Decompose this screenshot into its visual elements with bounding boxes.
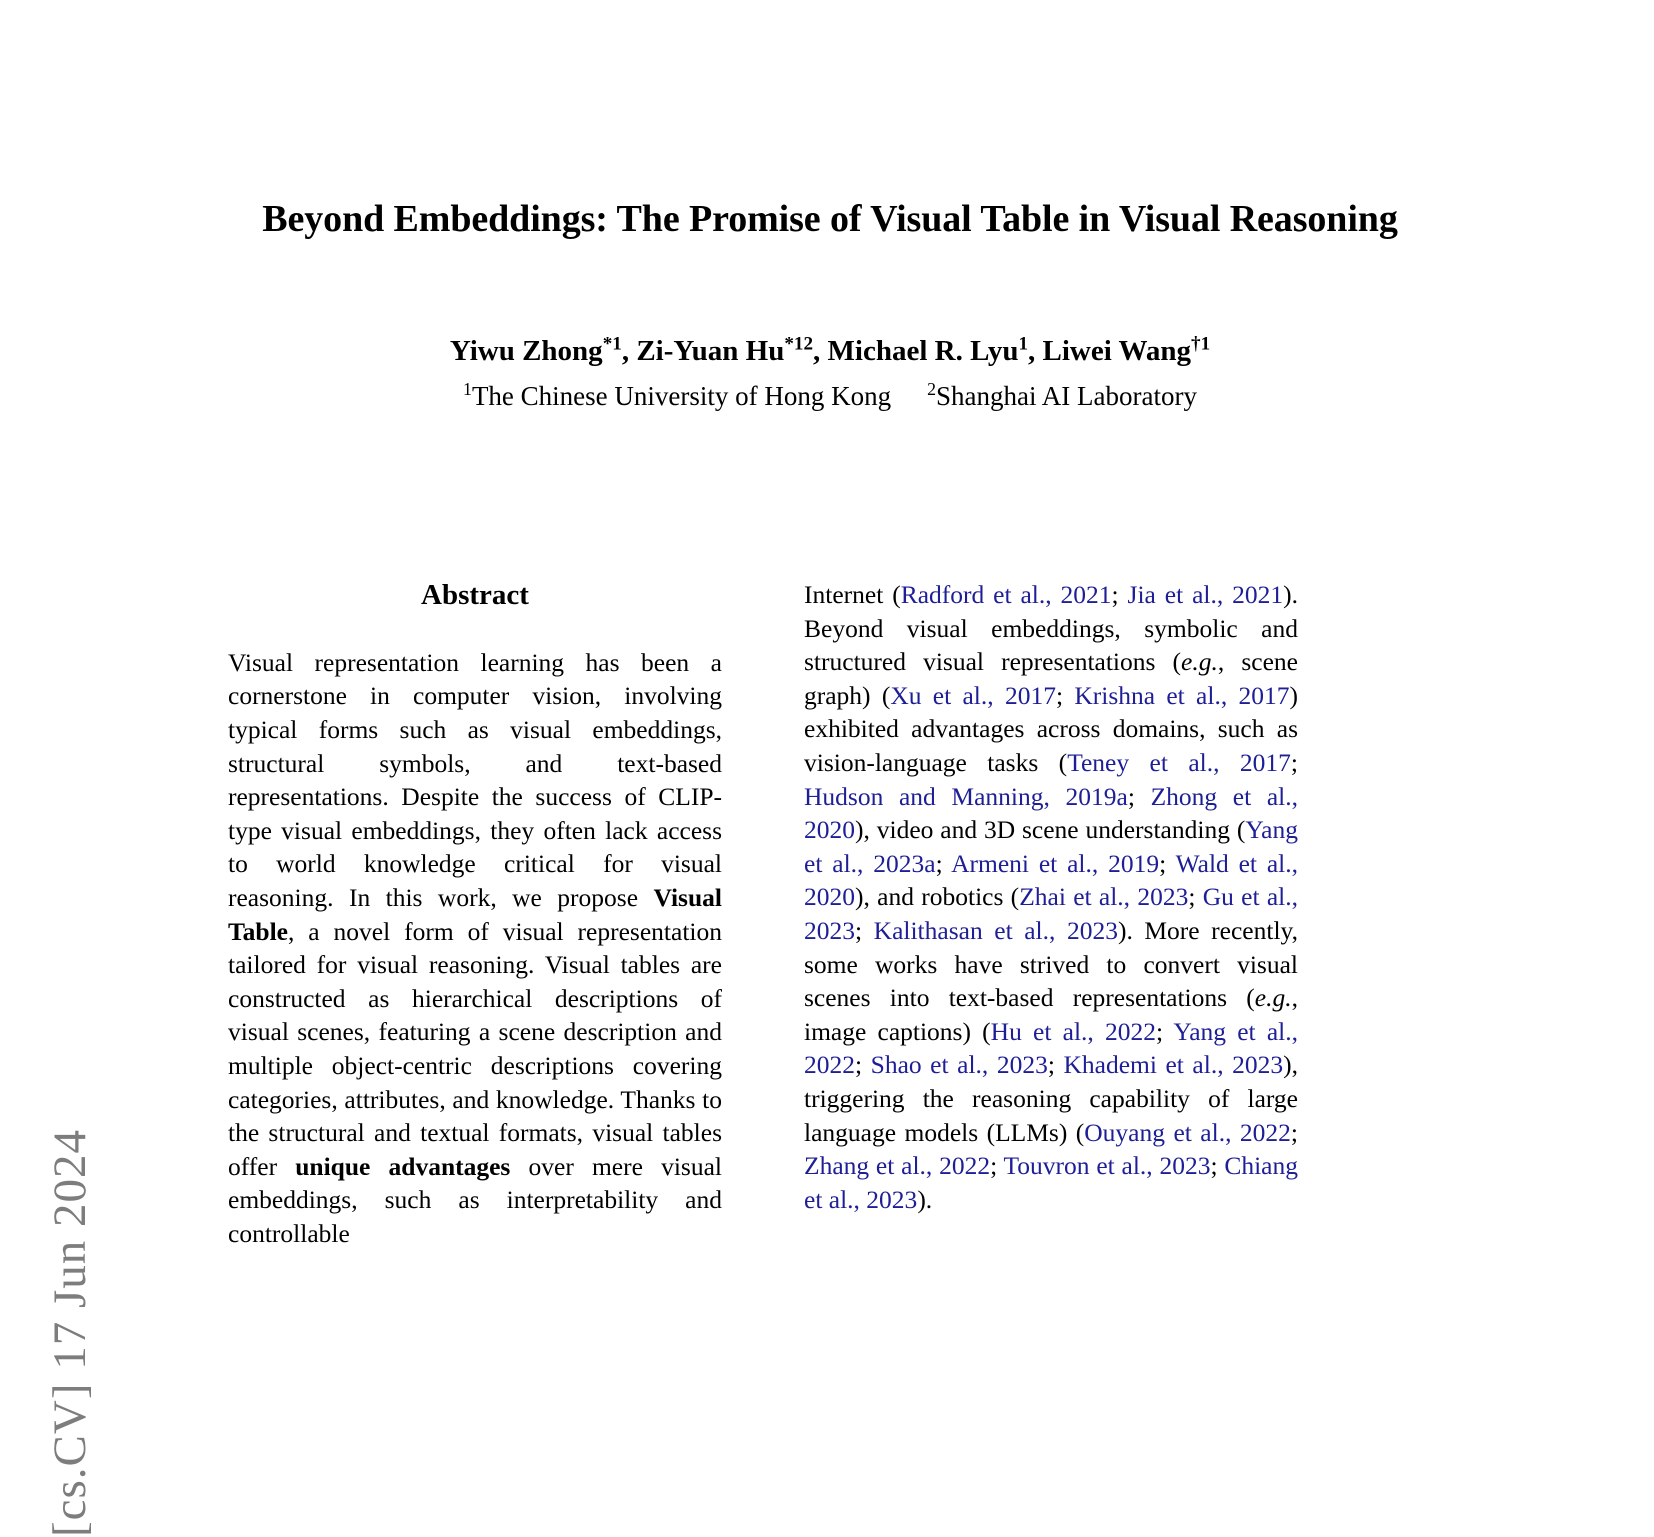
abstract-text: Visual representation learning has been a cornerstone in computer vision, involving typical forms such as visual embeddings, structural symbols, and text-based representations. Despite the success of CLIP-type visual embeddings, they often lack access to world knowledge critical for visual reasoning. In this work, we propose (228, 647, 722, 912)
affiliation-mark: 1 (463, 379, 472, 400)
body-text: ), triggering the reasoning capability of large language models (LLMs) ( (804, 1050, 1298, 1147)
affiliation-name: The Chinese University of Hong Kong (471, 381, 892, 412)
body-text: ), and robotics ( (855, 882, 1020, 912)
body-text: , scene graph) ( (804, 647, 1298, 710)
latin-abbrev: e.g. (1181, 647, 1218, 677)
body-text: ; (1290, 1117, 1298, 1147)
abstract-text: , a novel form of visual representation tailored for visual reasoning. Visual tables are constructed as hierarchical descriptions of visual scenes, featuring a scene description and multiple object-centric descriptions covering categories, attributes, and knowledge. Thanks to the structural and textual formats, visual tables offer (228, 916, 722, 1181)
citation-link[interactable]: Xu et al., 2017 (890, 680, 1056, 710)
citation-link[interactable]: Khademi et al., 2023 (1063, 1050, 1284, 1080)
body-text: ; (855, 1050, 871, 1080)
citation-link[interactable]: Chiang et al., 2023 (804, 1151, 1299, 1214)
abstract-emphasis: Visual Table (228, 882, 722, 946)
citation-link[interactable]: Wald et al., 2020 (804, 848, 1299, 912)
abstract-column (228, 578, 722, 1250)
author-names: Yiwu Zhong$^{*1}$, Zi-Yuan Hu$^{*12}$, Michael R. Lyu$^1$, Liwei Wang$^{\dagger 1}$ (449, 333, 1211, 367)
author-mark: *1 (602, 333, 622, 355)
author-mark: *12 (784, 333, 814, 355)
citation-link[interactable]: Ouyang et al., 2022 (1084, 1117, 1291, 1147)
body-text: ; (1127, 781, 1151, 811)
citation-link[interactable]: Zhong et al., 2020 (804, 781, 1298, 845)
latin-abbrev: e.g. (1254, 983, 1292, 1013)
body-text: ; (935, 848, 952, 878)
abstract-heading: Abstract (421, 579, 529, 611)
citation-link[interactable]: Zhang et al., 2022 (804, 1151, 991, 1181)
author-block (170, 332, 1490, 415)
affiliation-name: Shanghai AI Laboratory (936, 381, 1197, 412)
citation-link[interactable]: Radford et al., 2021 (900, 580, 1112, 609)
citation-link[interactable]: Krishna et al., 2017 (1074, 680, 1290, 710)
citation-link[interactable]: Zhai et al., 2023 (1019, 882, 1189, 912)
citation-link[interactable]: Armeni et al., 2019 (951, 848, 1160, 878)
citation-link[interactable]: Jia et al., 2021 (1127, 580, 1284, 609)
arxiv-stamp-text: [cs.CV] 17 Jun 2024 (44, 1128, 96, 1537)
body-text: ), video and 3D scene understanding ( (855, 815, 1246, 845)
body-text: ). Beyond visual embeddings, symbolic and structured visual representations ( (804, 580, 1299, 677)
affiliation-mark: 2 (927, 379, 937, 400)
body-text: Internet ( (804, 580, 901, 609)
body-text: ; (1047, 1050, 1064, 1080)
citation-link[interactable]: Kalithasan et al., 2023 (873, 915, 1118, 945)
body-text: ). (917, 1184, 933, 1214)
body-text: ; (1210, 1151, 1225, 1181)
body-text: , image captions) ( (804, 983, 1298, 1046)
arxiv-stamp (0, 0, 130, 1537)
citation-link[interactable]: Teney et al., 2017 (1067, 747, 1291, 777)
author-mark: †1 (1191, 333, 1211, 355)
citation-link[interactable]: Touvron et al., 2023 (1003, 1151, 1211, 1181)
body-text: ; (855, 915, 874, 945)
page-title: Beyond Embeddings: The Promise of Visual Table in Visual Reasoning (262, 198, 1398, 240)
abstract-text: over mere visual embeddings, such as interpretability and controllable (228, 1151, 722, 1248)
author-name: Michael R. Lyu (827, 335, 1019, 367)
author-name: Liwei Wang (1042, 335, 1192, 367)
abstract-emphasis: unique advantages (295, 1151, 511, 1181)
author-name: Yiwu Zhong (449, 335, 603, 367)
body-text: ; (1055, 680, 1075, 710)
citation-link[interactable]: Hudson and Manning, 2019a (804, 781, 1128, 811)
citation-link[interactable]: Yang et al., 2023a (804, 815, 1298, 878)
body-text: ) exhibited advantages across domains, such as vision-language tasks ( (804, 680, 1299, 777)
body-text: ; (990, 1151, 1004, 1181)
body-text: ; (1111, 580, 1128, 609)
introduction-column (804, 578, 1298, 1216)
citation-link[interactable]: Yang et al., 2022 (804, 1016, 1298, 1080)
citation-link[interactable]: Shao et al., 2023 (870, 1050, 1048, 1080)
body-text: ; (1156, 1016, 1174, 1046)
introduction-body (804, 578, 1298, 1216)
citation-link[interactable]: Hu et al., 2022 (990, 1016, 1156, 1046)
affiliations (170, 378, 1490, 414)
body-text: ; (1188, 882, 1203, 912)
author-name: Zi-Yuan Hu (636, 335, 785, 367)
body-text: ; (1159, 848, 1176, 878)
abstract-body (228, 646, 722, 1251)
body-text: ). More recently, some works have strived to convert visual scenes into text-based representations ( (804, 915, 1299, 1013)
body-text: ; (1290, 747, 1298, 777)
author-mark: 1 (1018, 333, 1029, 355)
citation-link[interactable]: Gu et al., 2023 (804, 882, 1298, 945)
